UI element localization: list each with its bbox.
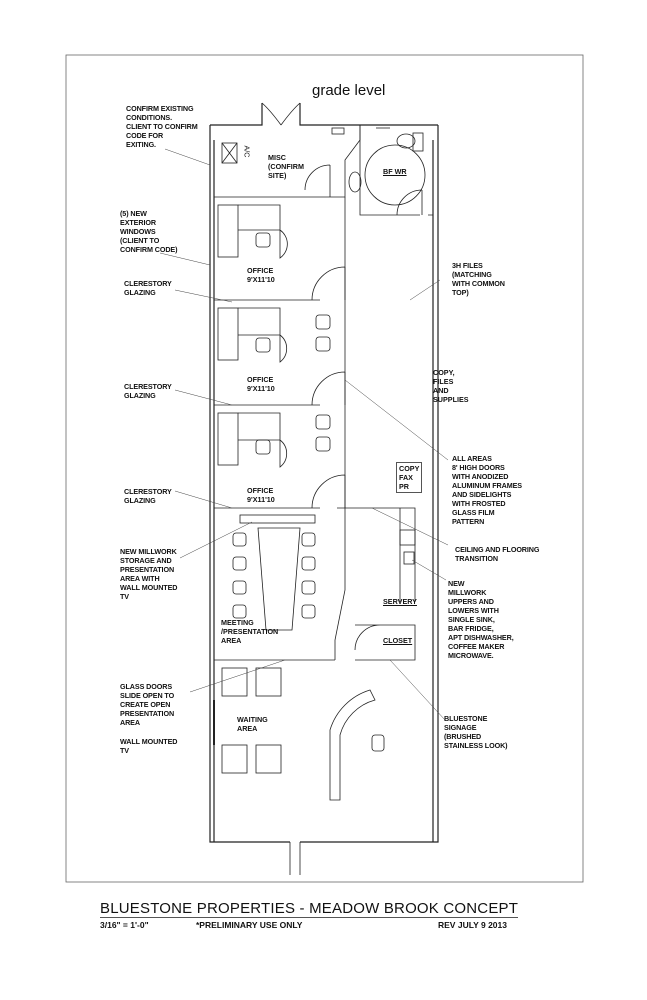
note-millwork-storage: NEW MILLWORK STORAGE AND PRESENTATION AREA WITH WALL MOUNTED TV: [120, 547, 178, 601]
room-label-bf-wr: BF WR: [383, 167, 407, 176]
waiting-chair: [222, 668, 247, 696]
meeting-wall: [335, 508, 345, 660]
toilet: [413, 133, 423, 151]
note-confirm-existing: CONFIRM EXISTING CONDITIONS. CLIENT TO CONFIRM CODE FOR EXITING.: [126, 104, 198, 149]
misc-door: [305, 165, 330, 197]
reception-desk: [330, 690, 375, 800]
sink: [349, 172, 361, 192]
room-label-office-3: OFFICE 9'X11'10: [247, 486, 275, 504]
offices: [214, 205, 355, 508]
leader-lines: [160, 149, 448, 720]
note-bluestone-signage: BLUESTONE SIGNAGE (BRUSHED STAINLESS LOOK): [444, 714, 508, 750]
title-block-title: BLUESTONE PROPERTIES - MEADOW BROOK CONCEPT: [100, 900, 519, 917]
servery-millwork: [355, 508, 415, 602]
note-new-windows: (5) NEW EXTERIOR WINDOWS (CLIENT TO CONFIRM CODE): [120, 209, 178, 254]
note-3h-files: 3H FILES (MATCHING WITH COMMON TOP): [452, 261, 505, 297]
room-label-waiting: WAITING AREA: [237, 715, 268, 733]
note-clerestory-3: CLERESTORY GLAZING: [124, 487, 172, 505]
note-new-millwork-servery: NEW MILLWORK UPPERS AND LOWERS WITH SINGLE SINK, BAR FRIDGE, APT DISHWASHER, COFFEE MAKER MICROWAVE.: [448, 579, 514, 660]
room-label-copy-fax: COPY FAX PR: [396, 462, 422, 493]
title-block-revision: REV JULY 9 2013: [438, 920, 507, 930]
exit-door: [290, 842, 300, 875]
note-clerestory-1: CLERESTORY GLAZING: [124, 279, 172, 297]
servery-sink: [404, 552, 414, 564]
entry-door: [262, 103, 300, 125]
note-clerestory-2: CLERESTORY GLAZING: [124, 382, 172, 400]
note-ceiling-transition: CEILING AND FLOORING TRANSITION: [455, 545, 540, 563]
room-label-office-1: OFFICE 9'X11'10: [247, 266, 275, 284]
note-wall-tv: WALL MOUNTED TV: [120, 737, 178, 755]
room-label-misc: MISC (CONFIRM SITE): [268, 153, 304, 180]
ac-label: A/C: [242, 145, 252, 158]
level-title: grade level: [312, 82, 386, 99]
millwork-storage: [240, 515, 315, 523]
title-block-scale: 3/16" = 1'-0": [100, 920, 149, 930]
meeting-table: [258, 528, 300, 630]
note-all-areas: ALL AREAS 8' HIGH DOORS WITH ANODIZED ALUMINUM FRAMES AND SIDELIGHTS WITH FROSTED GLASS FILM PATTERN: [452, 454, 522, 526]
title-block-disclaimer: *PRELIMINARY USE ONLY: [196, 920, 303, 930]
room-label-meeting: MEETING /PRESENTATION AREA: [221, 618, 279, 645]
room-label-copy-files: COPY, FILES AND SUPPLIES: [433, 368, 469, 404]
room-label-servery: SERVERY: [383, 597, 417, 606]
meeting-chairs: [233, 533, 315, 618]
title-block-divider: [100, 917, 518, 918]
room-label-office-2: OFFICE 9'X11'10: [247, 375, 275, 393]
room-label-closet: CLOSET: [383, 636, 413, 645]
note-glass-doors: GLASS DOORS SLIDE OPEN TO CREATE OPEN PRESENTATION AREA: [120, 682, 175, 727]
